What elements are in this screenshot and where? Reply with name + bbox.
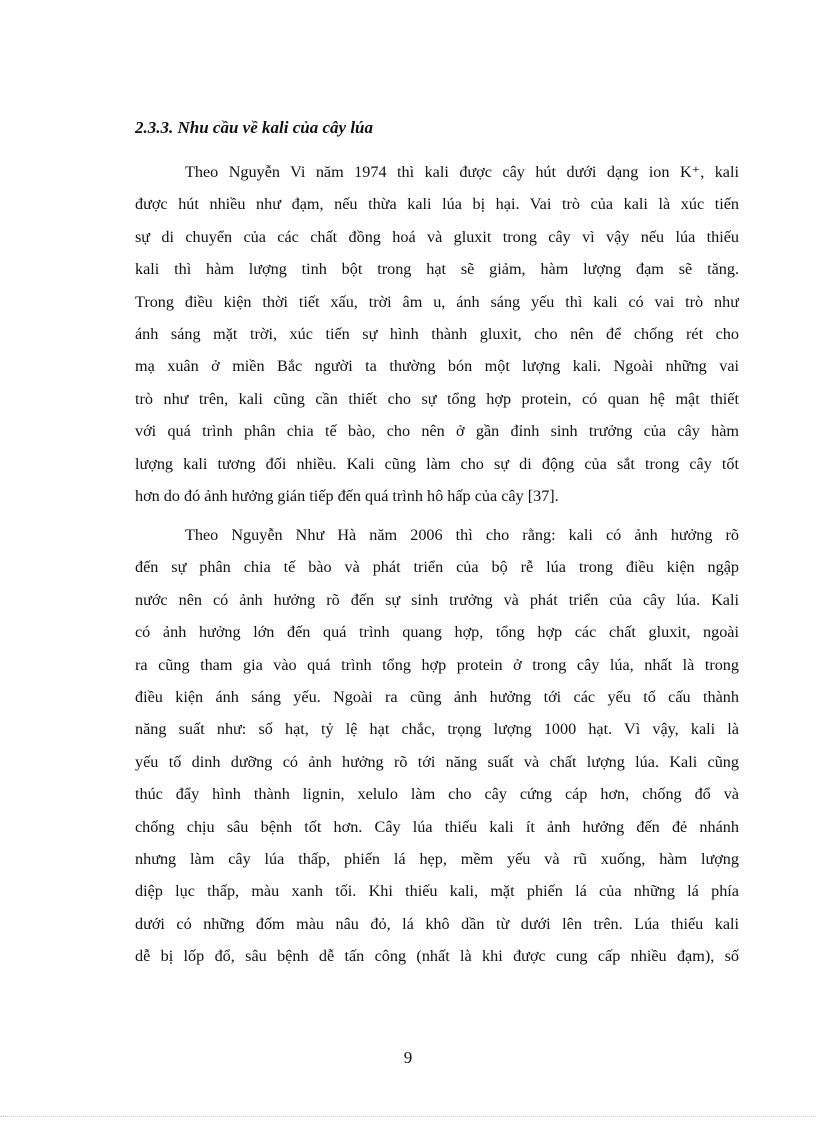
text-line: thúc đẩy hình thành lignin, xelulo làm cho cây cứng cáp hơn, chống đổ và (135, 785, 739, 804)
text-line: được hút nhiều như đạm, nếu thừa kali lúa bị hại. Vai trò của kali là xúc tiến (135, 195, 739, 214)
text-line: dưới có những đốm màu nâu đỏ, lá khô dần từ dưới lên trên. Lúa thiếu kali (135, 914, 739, 933)
text-line: Theo Nguyễn Vi năm 1974 thì kali được cây hút dưới dạng ion K⁺, kali (185, 163, 739, 181)
text-line: sự di chuyển của các chất đồng hoá và gluxit trong cây vì vậy nếu lúa thiếu (135, 227, 739, 246)
text-line: điều kiện ánh sáng yếu. Ngoài ra cũng ảnh hưởng tới các yếu tố cấu thành (135, 687, 739, 706)
text-line: có ảnh hưởng lớn đến quá trình quang hợp, tổng hợp các chất gluxit, ngoài (135, 623, 739, 642)
text-line: nước nên có ảnh hưởng rõ đến sự sinh trưởng và phát triển của cây lúa. Kali (135, 590, 739, 609)
text-line: mạ xuân ở miền Bắc người ta thường bón một lượng kali. Ngoài những vai (135, 357, 739, 376)
text-line: kali thì hàm lượng tinh bột trong hạt sẽ giảm, hàm lượng đạm sẽ tăng. (135, 260, 739, 279)
text-line: ra cũng tham gia vào quá trình tổng hợp protein ở trong cây lúa, nhất là trong (135, 655, 739, 674)
page-number: 9 (403, 1048, 413, 1067)
section-heading: 2.3.3. Nhu cầu về kali của cây lúa (135, 118, 373, 137)
text-line: Trong điều kiện thời tiết xấu, trời âm u, ánh sáng yếu thì kali có vai trò như (135, 292, 739, 311)
text-line: Theo Nguyễn Như Hà năm 2006 thì cho rằng: kali có ảnh hưởng rõ (185, 526, 739, 544)
text-line: nhưng làm cây lúa thấp, phiến lá hẹp, mềm yếu và rũ xuống, hàm lượng (135, 849, 739, 868)
text-line: trò như trên, kali cũng cần thiết cho sự tổng hợp protein, có quan hệ mật thiết (135, 389, 739, 408)
text-line: diệp lục thấp, màu xanh tối. Khi thiếu kali, mặt phiến lá của những lá phía (135, 882, 739, 901)
paragraph-2 (135, 519, 739, 972)
paragraph-1 (135, 156, 739, 512)
text-line: với quá trình phân chia tế bào, cho nên ở gần đỉnh sinh trưởng của cây hàm (135, 422, 739, 441)
text-line: hơn do đó ảnh hưởng gián tiếp đến quá trình hô hấp của cây [37]. (135, 486, 559, 505)
page-bottom-divider (0, 1116, 816, 1117)
text-line: lượng kali tương đối nhiều. Kali cũng làm cho sự di động của sắt trong cây tốt (135, 454, 739, 473)
text-line: yếu tố dinh dưỡng có ảnh hưởng rõ tới năng suất và chất lượng lúa. Kali cũng (135, 752, 739, 771)
text-line: năng suất như: số hạt, tỷ lệ hạt chắc, trọng lượng 1000 hạt. Vì vậy, kali là (135, 720, 739, 739)
text-line: dễ bị lốp đổ, sâu bệnh dễ tấn công (nhất là khi được cung cấp nhiều đạm), số (135, 947, 739, 966)
text-line: đến sự phân chia tế bào và phát triển của bộ rễ lúa trong điều kiện ngập (135, 558, 739, 577)
text-line: chống chịu sâu bệnh tốt hơn. Cây lúa thiếu kali ít ảnh hưởng đến đẻ nhánh (135, 817, 739, 836)
text-line: ánh sáng mặt trời, xúc tiến sự hình thành gluxit, cho nên để chống rét cho (135, 324, 739, 343)
